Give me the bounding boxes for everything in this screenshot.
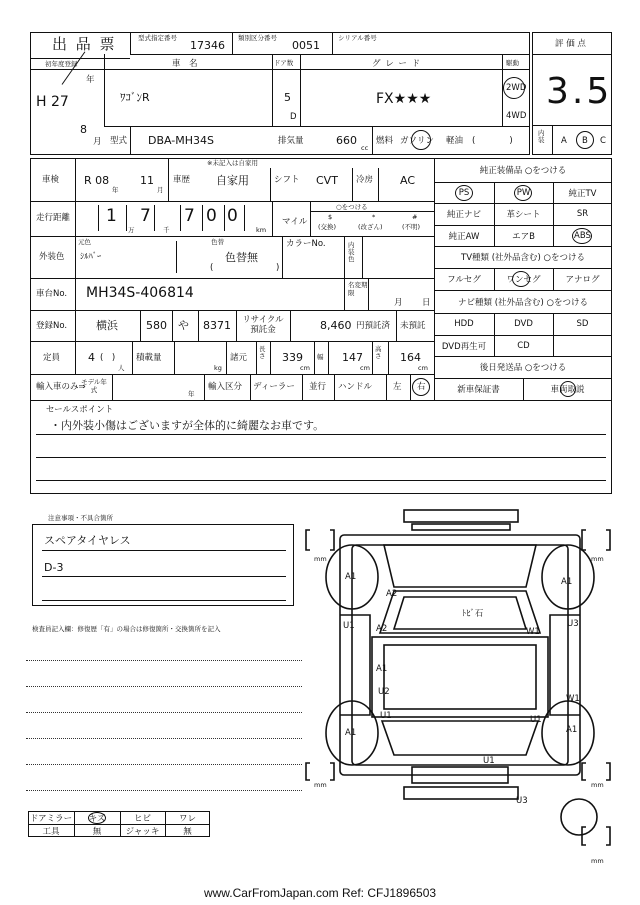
sales-point-text: ・内外装小傷はございますが全体的に綺麗なお車です。 [50, 419, 325, 432]
equipment-title: 純正装備品 ○をつける [479, 166, 567, 176]
damage-roof-front: A1 [376, 664, 388, 674]
mileage-digit-4: 0 [206, 206, 217, 226]
reg-kana: や [178, 319, 189, 332]
chassis-number: MH34S-406814 [86, 285, 194, 301]
circled-scratch-mark [88, 812, 106, 824]
mileage-digit-2: 7 [140, 206, 151, 226]
circled-ps-mark [455, 185, 473, 201]
interior-grade: B [582, 136, 588, 146]
usage: 自家用 [216, 174, 249, 187]
doors: 5 [284, 91, 291, 104]
car-damage-diagram [300, 505, 620, 875]
steering-side: 右 [417, 382, 426, 392]
mirror-scratch: キズ [88, 813, 106, 824]
reg-area: 横浜 [96, 319, 118, 332]
tv-oneseg: ワンセグ [506, 275, 541, 285]
circled-oneseg-mark [512, 271, 530, 287]
circled-abs-mark [572, 228, 592, 244]
reg-number: 8371 [203, 319, 231, 332]
damage-right-front-window: W1 [526, 627, 540, 637]
note-line-2: D-3 [44, 561, 64, 574]
damage-front-right-wheel: A1 [561, 577, 573, 587]
inspection-month: 11 [140, 174, 154, 187]
reg-class: 580 [146, 319, 167, 332]
drive-4wd: 4WD [506, 111, 527, 121]
damage-left-front-panel: A2 [376, 624, 388, 634]
mileage-digit-1: 1 [106, 206, 117, 226]
damage-windshield: ﾄﾋﾞ石 [462, 609, 484, 619]
circled-pw-mark [514, 185, 532, 201]
car-name: ﾜｺﾞﾝR [120, 91, 150, 104]
model-code: 17346 [190, 39, 225, 52]
capacity: 4 [88, 351, 95, 364]
damage-roof-rear: U2 [378, 687, 390, 697]
recycle-amount: 8,460 [320, 319, 352, 332]
category-number: 0051 [292, 39, 320, 52]
watermark-footer: www.CarFromJapan.com Ref: CFJ1896503 [203, 886, 437, 900]
grade: FX★★★ [376, 91, 432, 107]
air-conditioning: AC [400, 174, 416, 187]
damage-right-rear-door: U1 [530, 715, 542, 725]
circled-steering-mark [412, 378, 430, 396]
equip-abs: ABS [574, 230, 591, 241]
sheet-title: 出 品 票 [52, 35, 117, 53]
color-change: 色替無 [225, 251, 258, 264]
width: 147 [342, 351, 363, 364]
length: 339 [282, 351, 303, 364]
drive-2wd: 2WD [506, 83, 527, 93]
height: 164 [400, 351, 421, 364]
damage-rear-right-wheel: A1 [566, 725, 578, 735]
damage-right-front-door: U3 [567, 619, 579, 629]
tools-status: 無 [92, 826, 102, 837]
equip-pw: PW [516, 187, 531, 198]
note-line-1: スペアタイヤレス [44, 534, 131, 547]
circled-interior-mark [576, 131, 594, 149]
grade-score: 3.5 [546, 71, 613, 112]
damage-rear-bumper: U1 [483, 756, 495, 766]
type-code: DBA-MH34S [148, 134, 215, 147]
shift: CVT [316, 174, 338, 187]
mileage-digit-3: 7 [184, 206, 195, 226]
damage-front-left-wheel: A1 [345, 572, 357, 582]
first-registration-month: 8 [80, 123, 87, 136]
damage-left-rear-door: U1 [380, 711, 392, 721]
damage-left-front-door: U1 [343, 621, 355, 631]
first-registration-year: H 27 [36, 94, 69, 110]
original-color: ｼﾙﾊﾞｰ [80, 252, 102, 262]
damage-rear-lower: U3 [516, 796, 528, 806]
circled-manual-mark [560, 381, 576, 397]
extra-manual: 車両取説 [550, 385, 585, 395]
damage-right-rear-window: W1 [566, 694, 580, 704]
fuel-type: ガソリン [400, 136, 435, 146]
jack-status: 無 [183, 826, 192, 837]
displacement: 660 [336, 134, 357, 147]
circled-2wd-mark [503, 77, 525, 99]
damage-front-left-fender: A2 [386, 589, 398, 599]
mileage-digit-5: 0 [227, 206, 238, 226]
circled-fuel-mark [411, 130, 431, 150]
equip-ps: PS [458, 187, 470, 198]
inspection-year: R 08 [84, 174, 110, 187]
damage-rear-left-wheel: A1 [345, 728, 357, 738]
